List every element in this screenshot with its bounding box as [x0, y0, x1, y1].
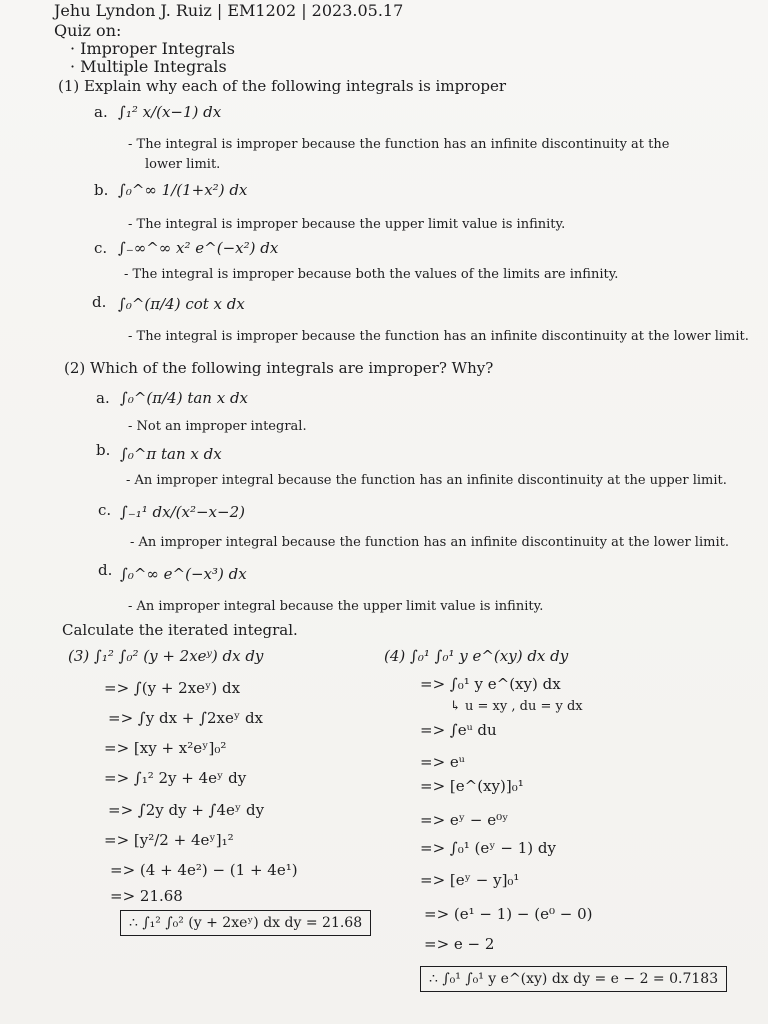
- q3-step-3: => [xy + x²eʸ]₀²: [104, 739, 227, 757]
- q4-step-6: => eʸ − e⁰ʸ: [420, 811, 509, 829]
- q1d-answer: - The integral is improper because the function has an infinite discontinuity at the lower limit.: [128, 329, 749, 344]
- q4-title: (4) ∫₀¹ ∫₀¹ y e^(xy) dx dy: [384, 647, 569, 665]
- q1b-expr: ∫₀^∞ 1/(1+x²) dx: [118, 181, 248, 199]
- q1-prompt: (1) Explain why each of the following integrals is improper: [58, 77, 507, 95]
- q2a-expr: ∫₀^(π/4) tan x dx: [120, 389, 249, 407]
- calc-heading: Calculate the iterated integral.: [62, 621, 298, 639]
- q3-step-6: => [y²/2 + 4eʸ]₁²: [104, 831, 234, 849]
- q2b-expr: ∫₀^π tan x dx: [120, 445, 222, 463]
- q2-prompt: (2) Which of the following integrals are improper? Why?: [64, 359, 494, 377]
- q3-step-4: => ∫₁² 2y + 4eʸ dy: [104, 769, 247, 787]
- q1b-label: b.: [94, 181, 109, 199]
- q3-step-5: => ∫2y dy + ∫4eʸ dy: [108, 801, 265, 819]
- q2d-answer: - An improper integral because the upper limit value is infinity.: [128, 599, 544, 614]
- q2c-answer: - An improper integral because the function has an infinite discontinuity at the lower limit.: [130, 535, 729, 550]
- q4-step-3: => ∫eᵘ du: [420, 721, 497, 739]
- q3-result-box: ∴ ∫₁² ∫₀² (y + 2xeʸ) dx dy = 21.68: [120, 910, 371, 936]
- q3-step-7: => (4 + 4e²) − (1 + 4e¹): [110, 861, 298, 879]
- q4-step-2: ↳ u = xy , du = y dx: [450, 699, 583, 714]
- q1b-answer: - The integral is improper because the upper limit value is infinity.: [128, 217, 566, 232]
- q4-step-8: => [eʸ − y]₀¹: [420, 871, 520, 889]
- q4-step-4: => eᵘ: [420, 753, 465, 771]
- topic-2: · Multiple Integrals: [70, 57, 227, 76]
- q2b-answer: - An improper integral because the function has an infinite discontinuity at the upper limit.: [126, 473, 727, 488]
- q2d-label: d.: [98, 561, 113, 579]
- q4-step-5: => [e^(xy)]₀¹: [420, 777, 524, 795]
- q1a-answer: - The integral is improper because the function has an infinite discontinuity at the: [128, 137, 670, 152]
- q1a-expr: ∫₁² x/(x−1) dx: [118, 103, 222, 121]
- topic-1: · Improper Integrals: [70, 39, 235, 58]
- quiz-on-label: Quiz on:: [54, 21, 122, 40]
- q2c-label: c.: [98, 501, 112, 519]
- q2c-expr: ∫₋₁¹ dx/(x²−x−2): [120, 503, 245, 521]
- q1a-label: a.: [94, 103, 108, 121]
- q1a-answer-cont: lower limit.: [145, 157, 221, 172]
- q4-step-9: => (e¹ − 1) − (e⁰ − 0): [424, 905, 593, 923]
- q3-step-8: => 21.68: [110, 887, 183, 905]
- q2a-answer: - Not an improper integral.: [128, 419, 307, 434]
- q4-step-1: => ∫₀¹ y e^(xy) dx: [420, 675, 561, 693]
- q4-result-box: ∴ ∫₀¹ ∫₀¹ y e^(xy) dx dy = e − 2 = 0.7183: [420, 966, 727, 992]
- q3-title: (3) ∫₁² ∫₀² (y + 2xeʸ) dx dy: [68, 647, 264, 665]
- q3-step-2: => ∫y dx + ∫2xeʸ dx: [108, 709, 264, 727]
- q2d-expr: ∫₀^∞ e^(−x³) dx: [120, 565, 247, 583]
- q1c-expr: ∫₋∞^∞ x² e^(−x²) dx: [118, 239, 279, 257]
- q1c-answer: - The integral is improper because both the values of the limits are infinity.: [124, 267, 619, 282]
- q1d-label: d.: [92, 293, 107, 311]
- q2a-label: a.: [96, 389, 110, 407]
- q3-step-1: => ∫(y + 2xeʸ) dx: [104, 679, 241, 697]
- q4-step-10: => e − 2: [424, 935, 495, 953]
- q1c-label: c.: [94, 239, 108, 257]
- q1d-expr: ∫₀^(π/4) cot x dx: [118, 295, 245, 313]
- header-title: Jehu Lyndon J. Ruiz | EM1202 | 2023.05.17: [54, 1, 404, 20]
- q2b-label: b.: [96, 441, 111, 459]
- q4-step-7: => ∫₀¹ (eʸ − 1) dy: [420, 839, 556, 857]
